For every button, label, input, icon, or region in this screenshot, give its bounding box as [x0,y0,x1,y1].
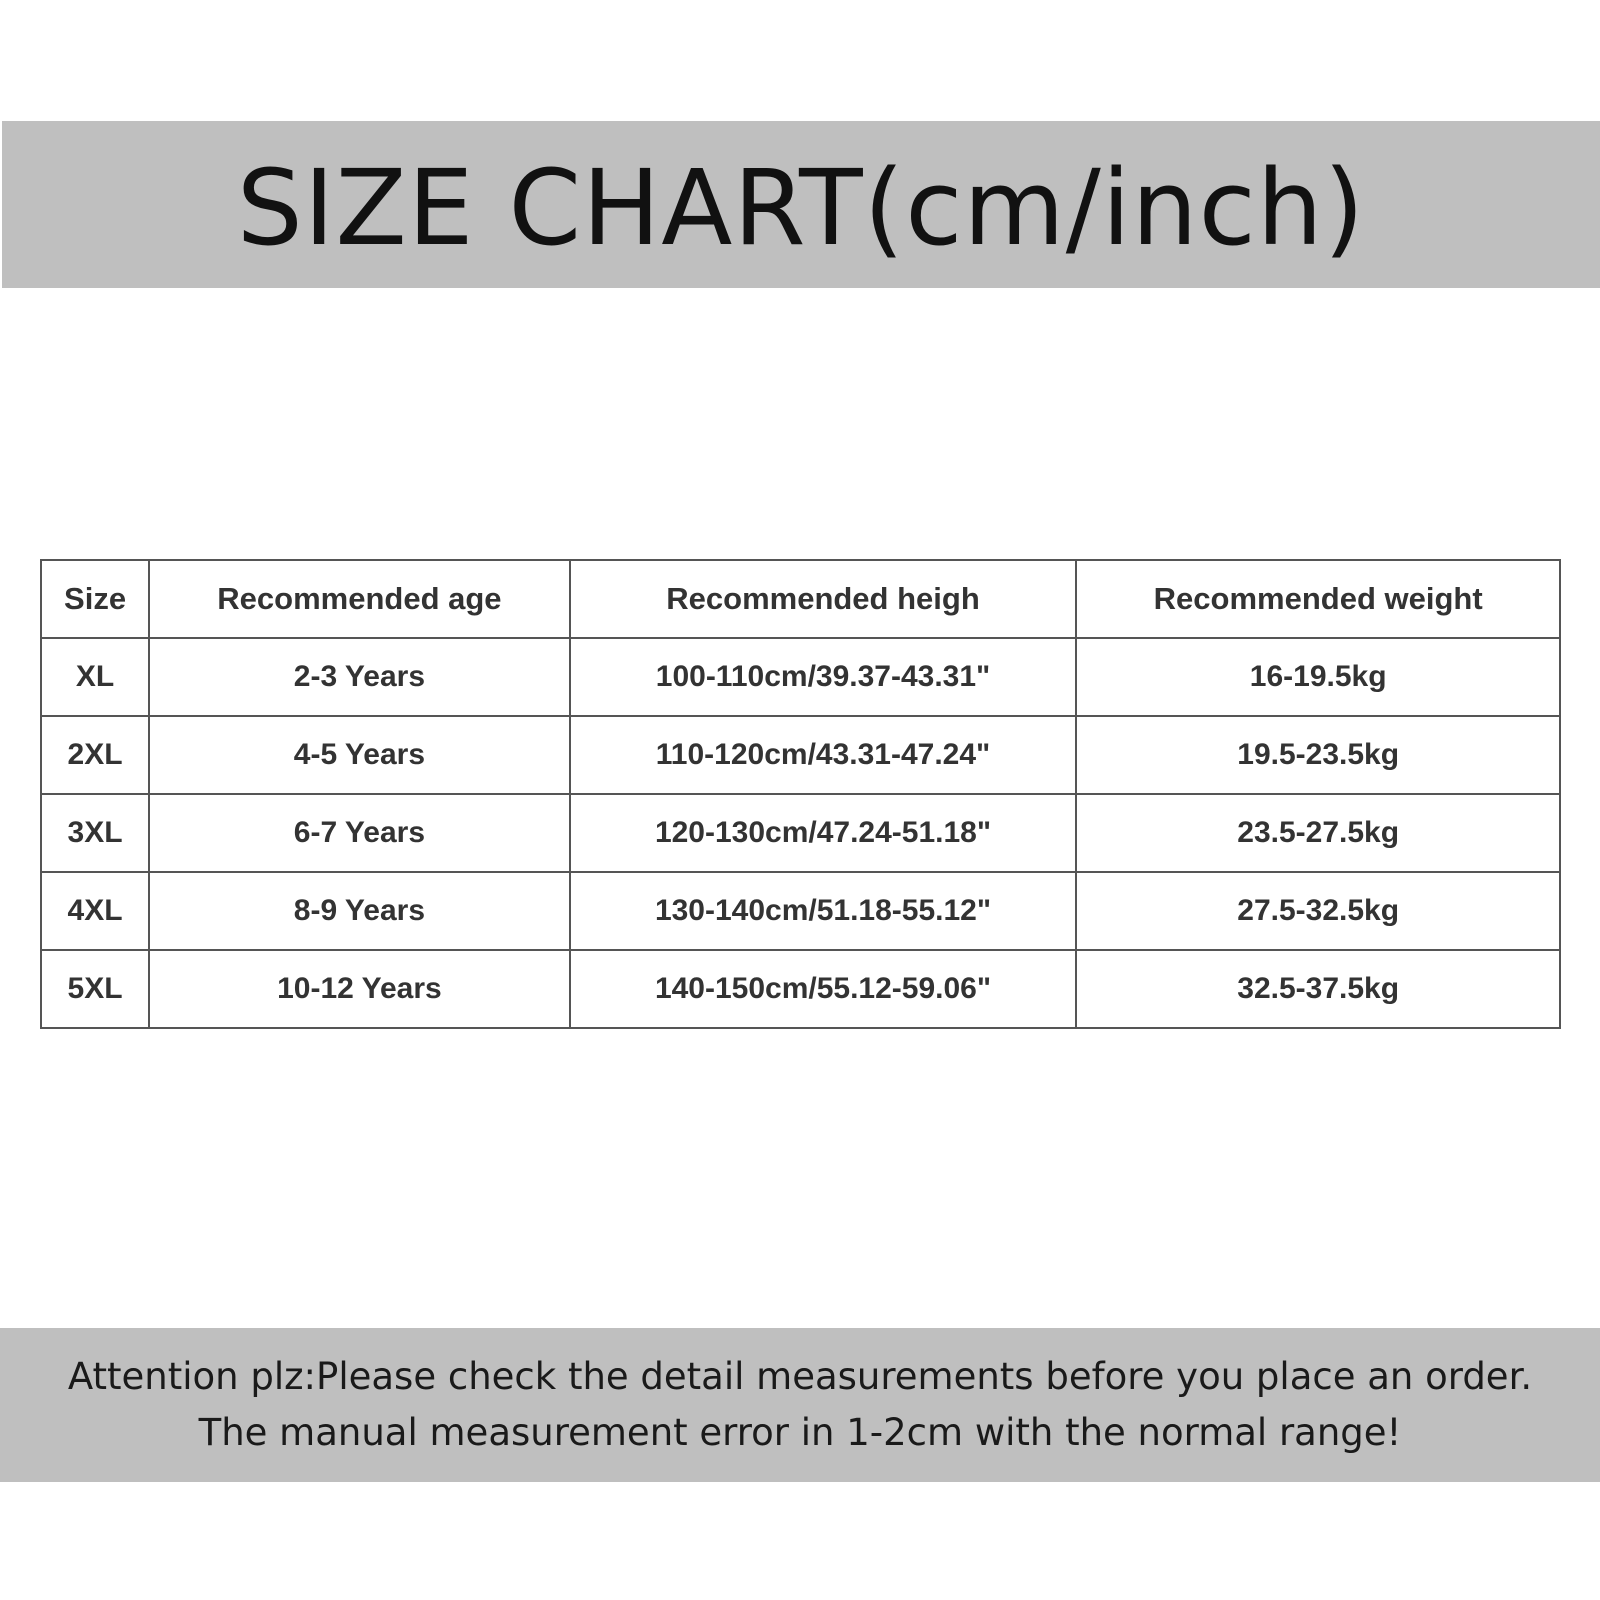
table-row [41,950,1560,1028]
header-recommended-age: Recommended age [149,560,570,638]
attention-note-banner [0,1328,1600,1482]
header-recommended-weight: Recommended weight [1076,560,1560,638]
cell-age: 4-5 Years [149,716,570,794]
cell-height: 100-110cm/39.37-43.31" [570,638,1077,716]
table-row [41,872,1560,950]
table-row [41,794,1560,872]
title-banner [2,121,1600,288]
size-chart-table [40,559,1561,1029]
cell-size: 2XL [41,716,149,794]
cell-age: 10-12 Years [149,950,570,1028]
page-title: SIZE CHART(cm/inch) [236,146,1366,269]
cell-weight: 19.5-23.5kg [1076,716,1560,794]
cell-height: 120-130cm/47.24-51.18" [570,794,1077,872]
cell-age: 6-7 Years [149,794,570,872]
table-row [41,638,1560,716]
cell-weight: 27.5-32.5kg [1076,872,1560,950]
header-recommended-height: Recommended heigh [570,560,1077,638]
cell-weight: 16-19.5kg [1076,638,1560,716]
cell-age: 8-9 Years [149,872,570,950]
header-size: Size [41,560,149,638]
cell-height: 130-140cm/51.18-55.12" [570,872,1077,950]
attention-note-line-2: The manual measurement error in 1-2cm with the normal range! [198,1411,1402,1454]
cell-weight: 32.5-37.5kg [1076,950,1560,1028]
cell-size: XL [41,638,149,716]
cell-age: 2-3 Years [149,638,570,716]
table-header-row [41,560,1560,638]
cell-size: 5XL [41,950,149,1028]
cell-weight: 23.5-27.5kg [1076,794,1560,872]
table-row [41,716,1560,794]
cell-height: 140-150cm/55.12-59.06" [570,950,1077,1028]
attention-note-line-1: Attention plz:Please check the detail measurements before you place an order. [67,1355,1533,1398]
cell-size: 3XL [41,794,149,872]
cell-height: 110-120cm/43.31-47.24" [570,716,1077,794]
cell-size: 4XL [41,872,149,950]
